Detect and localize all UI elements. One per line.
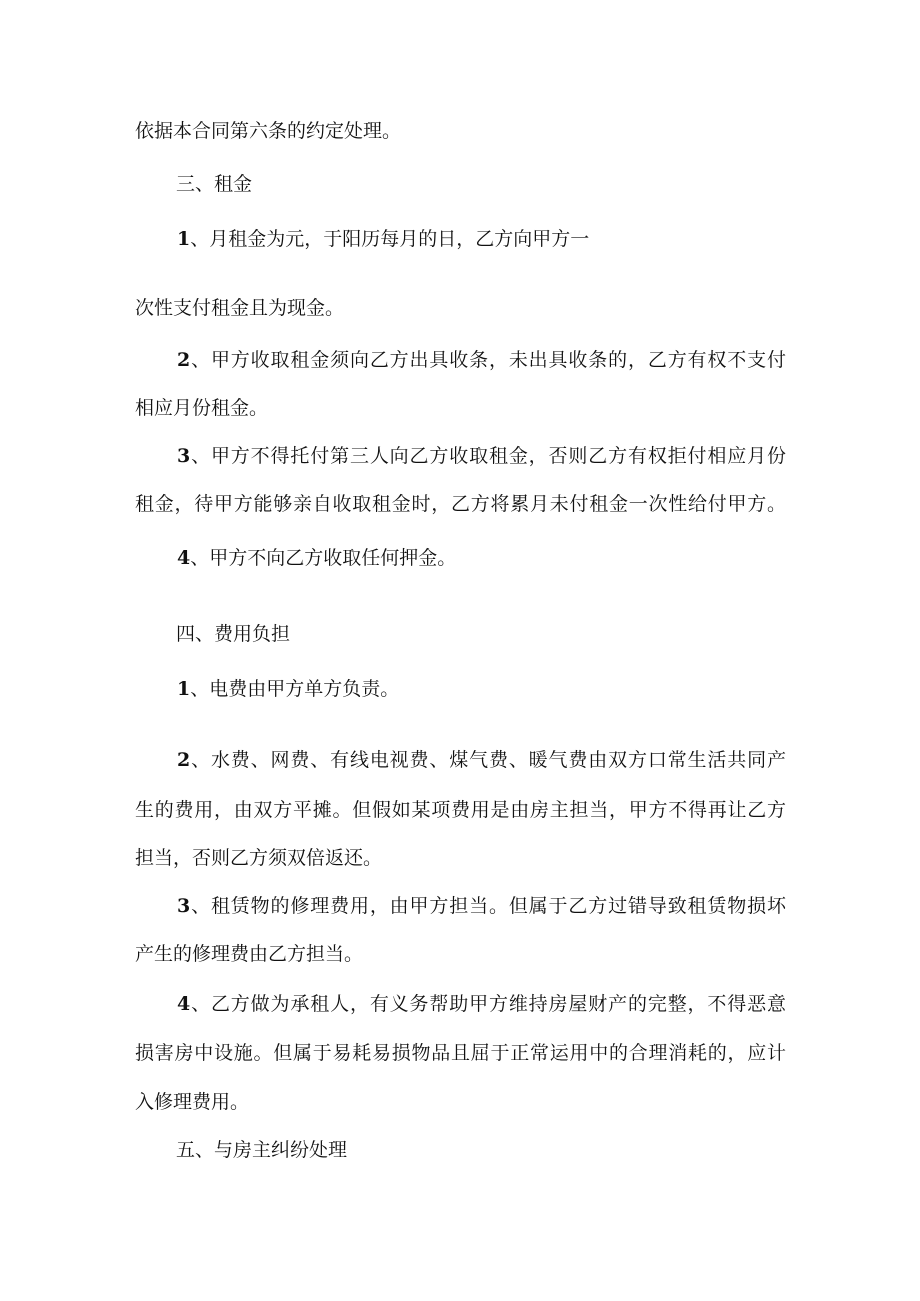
clause-number: 1 [177, 678, 191, 700]
clause-number: 3 [177, 445, 191, 467]
clause-text: 、甲方收取租金须向乙方出具收条，未出具收条的，乙方有权不支付 [190, 349, 786, 371]
clause-number: 2 [177, 749, 191, 771]
clause-text: 、月租金为元，于阳历每月的日，乙方向甲方一 [190, 228, 590, 250]
clause-number: 2 [177, 349, 191, 371]
section-heading-5: 五、与房主纠纷处理 [176, 1139, 348, 1161]
clause-number: 4 [177, 993, 191, 1015]
clause-text: 、乙方做为承租人，有义务帮助甲方维持房屋财产的完整，不得恶意 [190, 993, 786, 1015]
clause-4-4-line-2: 损害房中设施。但属于易耗易损物品且屈于正常运用中的合理消耗的，应计 [135, 1042, 786, 1064]
section-heading-3: 三、租金 [176, 173, 253, 195]
clause-number: 1 [177, 228, 191, 250]
clause-text: 、电费由甲方单方负责。 [190, 678, 400, 700]
clause-text: 、甲方不向乙方收取任何押金。 [190, 547, 457, 569]
clause-3-3-line-2: 租金，待甲方能够亲自收取租金时，乙方将累月未付租金一次性给付甲方。 [135, 493, 786, 515]
clause-3-3-line-1 [177, 444, 786, 468]
text-line: 依据本合同第六条的约定处理。 [135, 120, 402, 142]
clause-text: 、水费、网费、有线电视费、煤气费、暖气费由双方口常生活共同产 [190, 749, 786, 771]
clause-number: 4 [177, 547, 191, 569]
clause-3-2-line-2: 相应月份租金。 [135, 397, 269, 419]
clause-3-1-line-2: 次性支付租金且为现金。 [135, 297, 345, 319]
clause-4-3-line-2: 产生的修理费由乙方担当。 [135, 943, 364, 965]
clause-text: 、甲方不得托付第三人向乙方收取租金，否则乙方有权拒付相应月份 [190, 445, 786, 467]
clause-4-2-line-2: 生的费用，由双方平摊。但假如某项费用是由房主担当，甲方不得再让乙方 [135, 799, 786, 821]
clause-4-3-line-1 [177, 894, 786, 918]
section-heading-4: 四、费用负担 [176, 623, 291, 645]
clause-text: 、租赁物的修理费用，由甲方担当。但属于乙方过错导致租赁物损坏 [190, 895, 786, 917]
clause-number: 3 [177, 895, 191, 917]
clause-4-2-line-3: 担当，否则乙方须双倍返还。 [135, 847, 383, 869]
clause-4-1-line-1 [177, 677, 399, 701]
clause-3-4-line-1 [177, 546, 456, 570]
clause-3-1-line-1 [177, 227, 589, 251]
clause-3-2-line-1 [177, 348, 786, 372]
clause-4-4-line-3: 入修理费用。 [135, 1091, 250, 1113]
clause-4-4-line-1 [177, 992, 786, 1016]
clause-4-2-line-1 [177, 748, 786, 772]
